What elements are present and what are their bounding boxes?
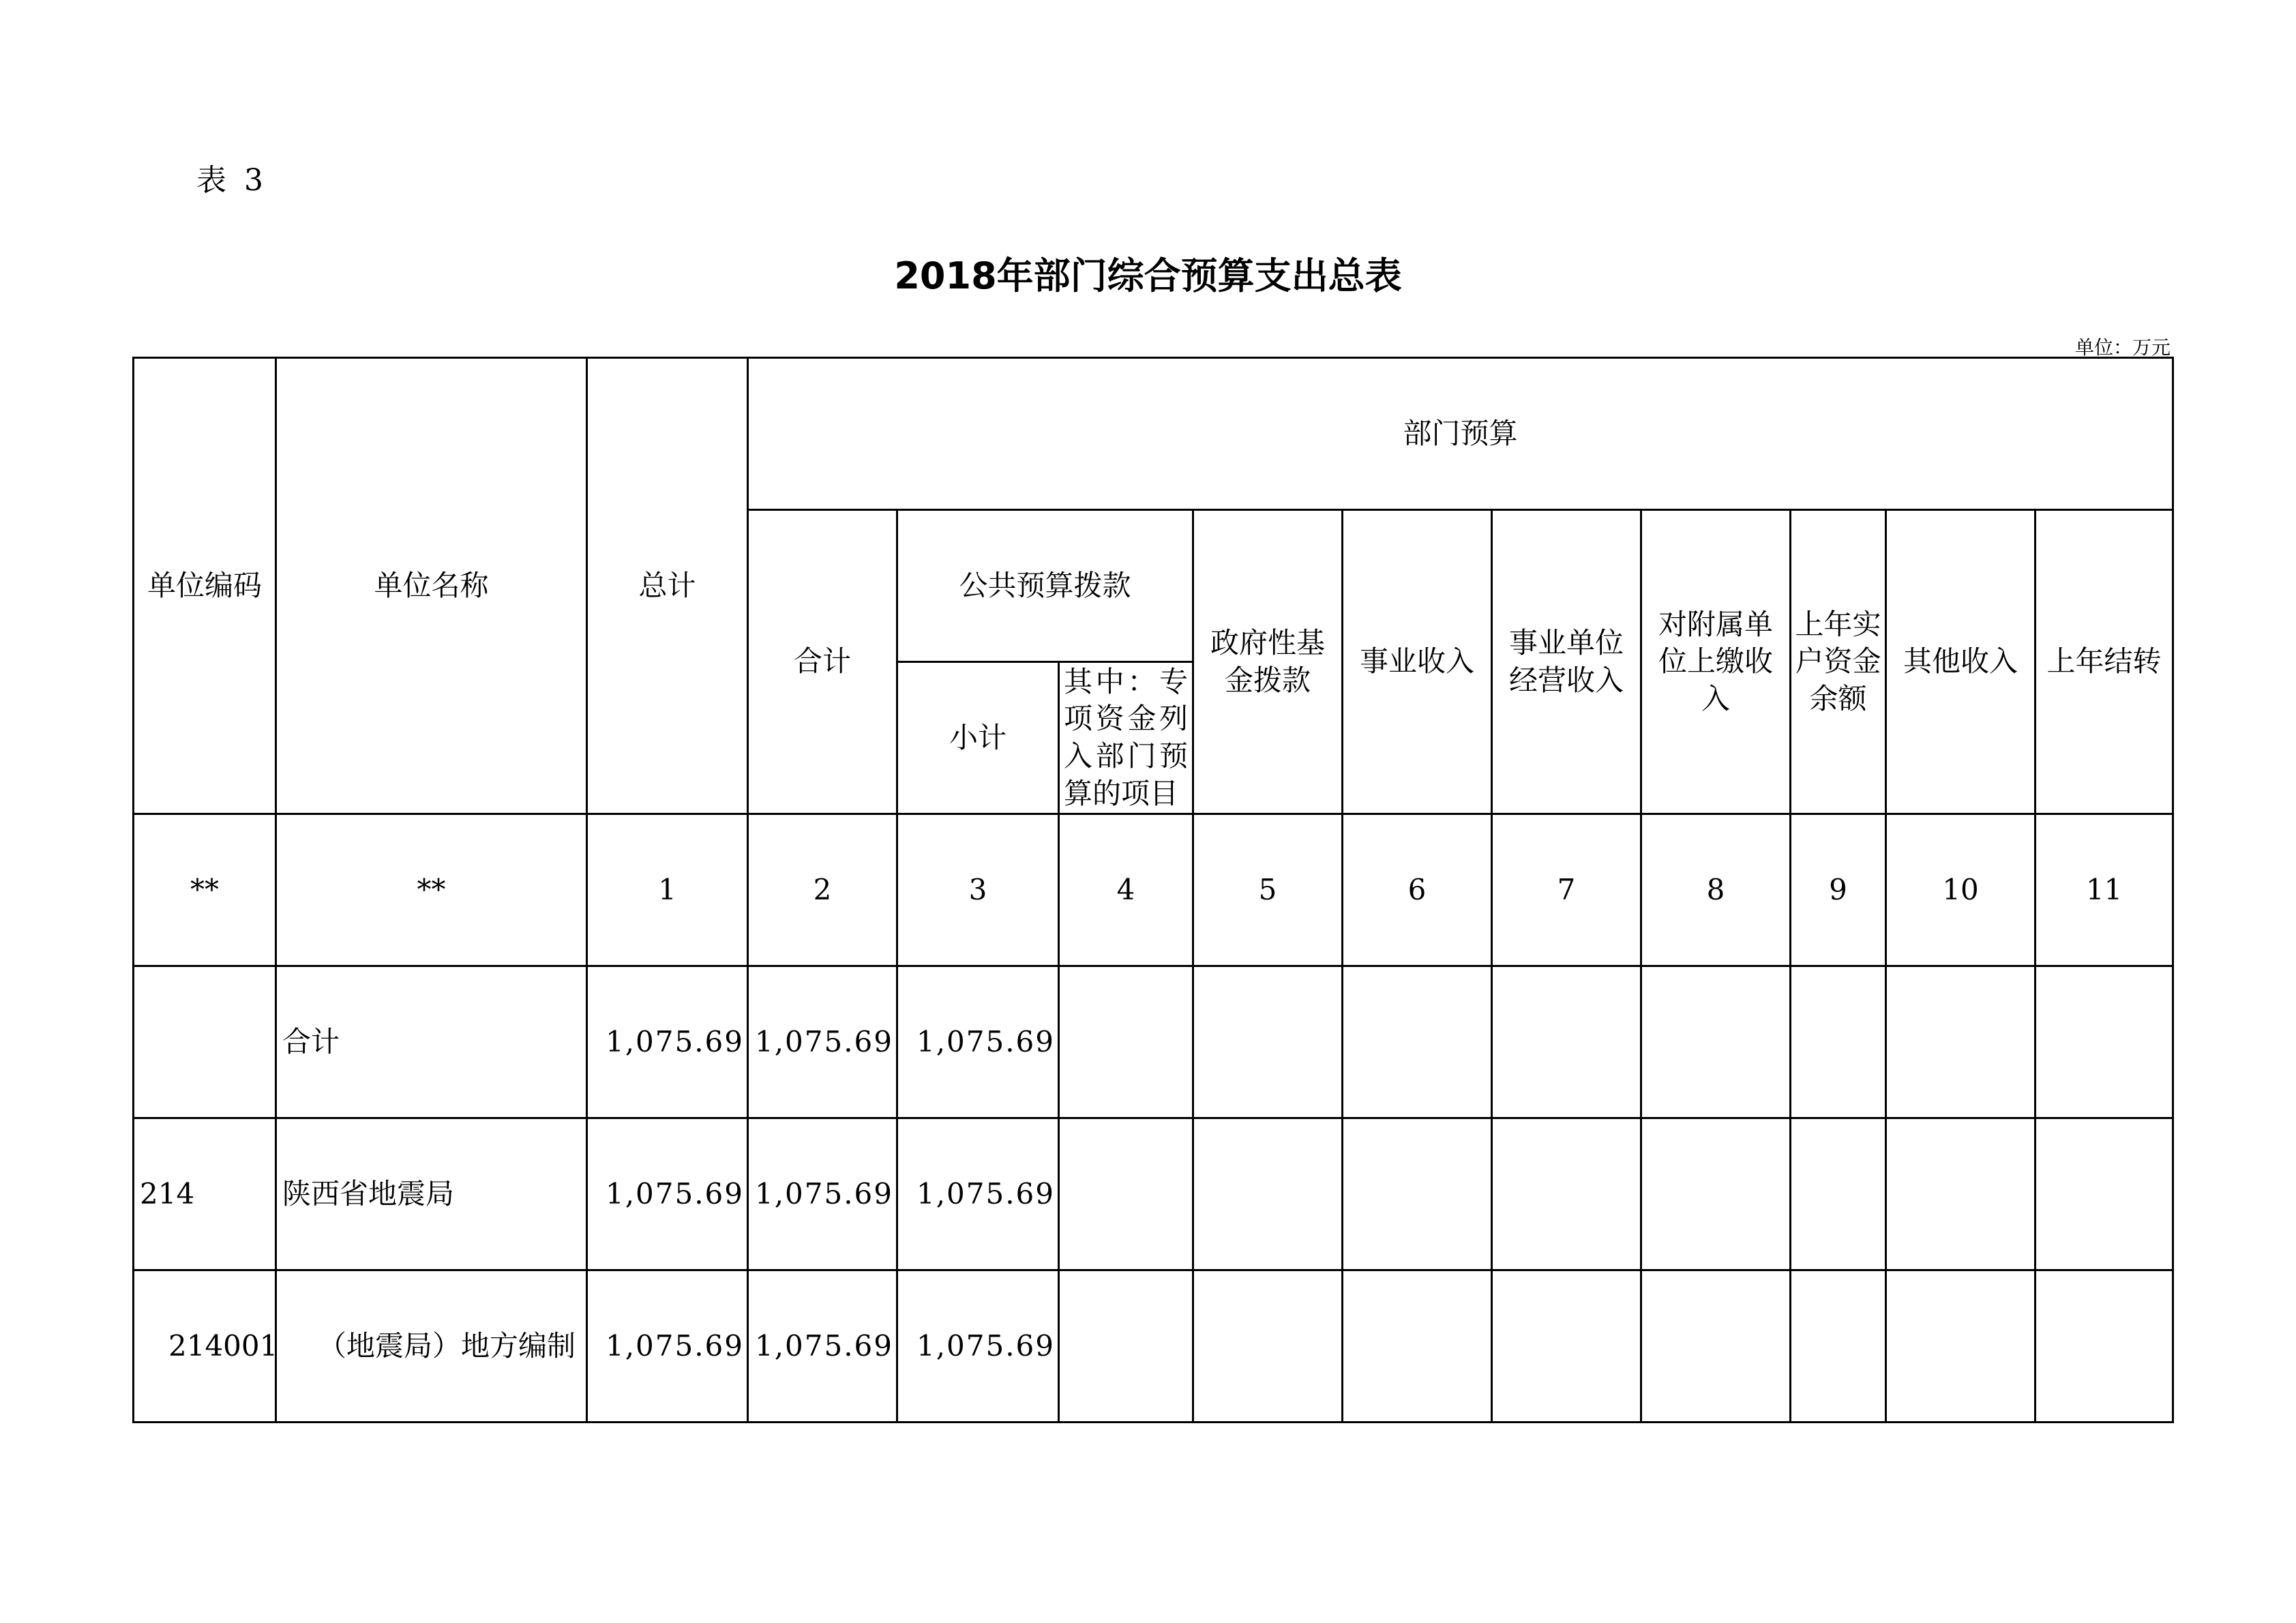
row-name: （地震局）地方编制 [276,1270,587,1423]
row-code: 214 [134,1118,276,1270]
index-cell: 9 [1791,814,1886,966]
header-row-1 [134,358,2173,510]
row-value: 1,075.69 [587,1270,748,1423]
row-name: 陕西省地震局 [276,1118,587,1270]
row-value [1886,966,2036,1118]
index-cell: 1 [587,814,748,966]
row-value: 1,075.69 [748,1270,897,1423]
budget-table [132,357,2174,1423]
row-value: 1,075.69 [897,1118,1059,1270]
header-business-operation: 事业单位经营收入 [1492,510,1641,814]
row-value [1791,1118,1886,1270]
table-row [134,1118,2173,1270]
row-value [1343,966,1492,1118]
row-value [1886,1270,2036,1423]
row-value [1193,1118,1343,1270]
header-other-income: 其他收入 [1886,510,2036,814]
row-value [1492,966,1641,1118]
row-value [1886,1118,2036,1270]
row-value: 1,075.69 [748,1118,897,1270]
index-cell: 11 [2036,814,2173,966]
header-total: 总计 [587,358,748,814]
header-public-subtotal: 小计 [897,662,1059,814]
row-value [1059,966,1193,1118]
row-value [2036,1118,2173,1270]
row-code: 214001 [134,1270,276,1423]
index-cell: 3 [897,814,1059,966]
header-public-special: 其中：专项资金列入部门预算的项目 [1059,662,1193,814]
header-business-income: 事业收入 [1343,510,1492,814]
header-dept-budget: 部门预算 [748,358,2173,510]
row-value [1193,1270,1343,1423]
row-value [1193,966,1343,1118]
row-value [1492,1118,1641,1270]
index-cell: 5 [1193,814,1343,966]
header-subtotal-all: 合计 [748,510,897,814]
index-cell: 4 [1059,814,1193,966]
row-value [1791,1270,1886,1423]
row-value [1791,966,1886,1118]
index-cell: 6 [1343,814,1492,966]
row-value [1641,1118,1791,1270]
index-cell: 2 [748,814,897,966]
row-value: 1,075.69 [587,1118,748,1270]
row-value [1492,1270,1641,1423]
index-row [134,814,2173,966]
page-title: 2018年部门综合预算支出总表 [894,254,1402,297]
row-value [2036,966,2173,1118]
index-cell: ** [134,814,276,966]
header-subordinate-income: 对附属单位上缴收入 [1641,510,1791,814]
table-row-total [134,966,2173,1118]
row-value: 1,075.69 [897,1270,1059,1423]
header-last-year-balance: 上年实户资金余额 [1791,510,1886,814]
row-value: 1,075.69 [587,966,748,1118]
row-value [1343,1118,1492,1270]
index-cell: ** [276,814,587,966]
row-value [1641,1270,1791,1423]
index-cell: 7 [1492,814,1641,966]
row-value [1059,1118,1193,1270]
row-value: 1,075.69 [748,966,897,1118]
row-value [1641,966,1791,1118]
header-gov-fund: 政府性基金拨款 [1193,510,1343,814]
row-value [1343,1270,1492,1423]
header-public-budget: 公共预算拨款 [897,510,1193,662]
row-code [134,966,276,1118]
row-value [2036,1270,2173,1423]
table-row [134,1270,2173,1423]
unit-label: 单位：万元 [2074,336,2171,359]
row-value: 1,075.69 [897,966,1059,1118]
table-number-label: 表 3 [196,163,267,198]
row-value [1059,1270,1193,1423]
header-unit-code: 单位编码 [134,358,276,814]
index-cell: 8 [1641,814,1791,966]
index-cell: 10 [1886,814,2036,966]
header-last-year-carry: 上年结转 [2036,510,2173,814]
header-unit-name: 单位名称 [276,358,587,814]
row-name: 合计 [276,966,587,1118]
